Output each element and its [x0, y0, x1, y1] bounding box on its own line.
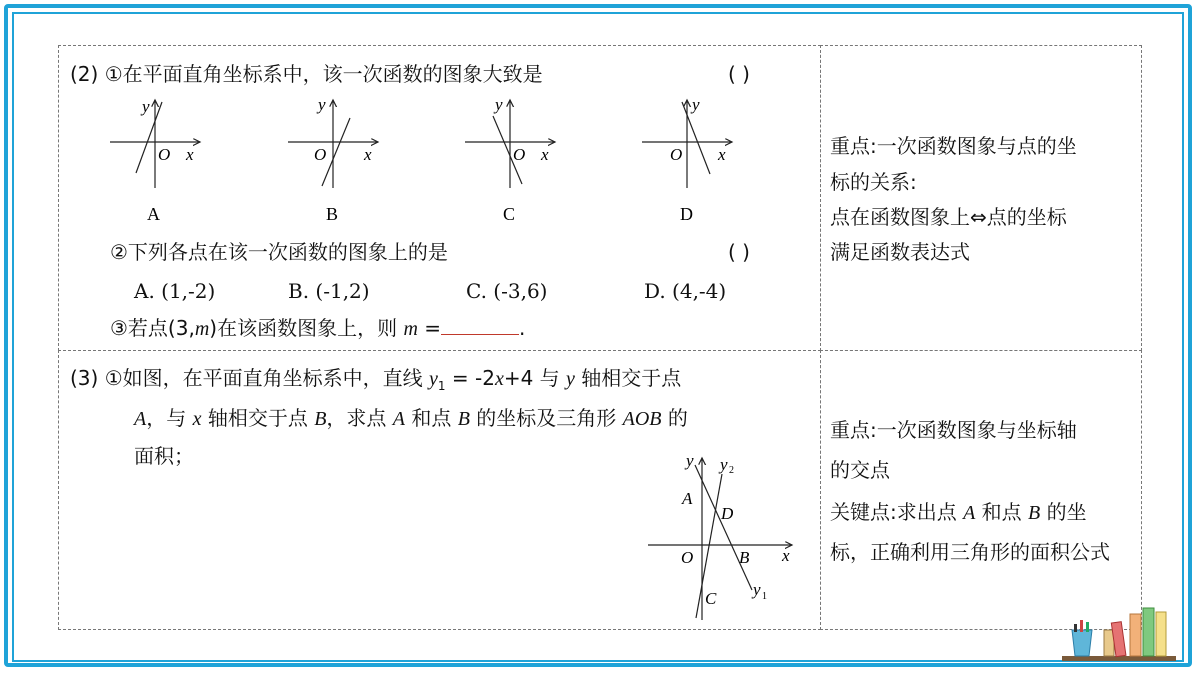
q3-figure [640, 450, 810, 625]
answer-blank-m[interactable] [441, 314, 519, 335]
q3-l2-mid: ，与 [146, 406, 193, 430]
graph-d [642, 95, 732, 224]
note3-line2: 的交点 [830, 458, 890, 482]
graph-b-x-label: x [364, 145, 372, 164]
q2-line3-eq: = [417, 316, 442, 340]
line-y1 [695, 465, 752, 590]
q3-line1 [70, 366, 681, 398]
q3-l1-x: x [494, 368, 504, 390]
fig-b-label: B [739, 548, 750, 567]
fig-y1-label: y [753, 580, 761, 599]
q3-line2 [134, 406, 688, 431]
fig-d-label: D [721, 504, 734, 523]
graph-a-x-label: x [186, 145, 194, 164]
graph-c [465, 95, 555, 224]
q2-line3-m: m [194, 318, 210, 340]
q3-l2-a2: A [392, 408, 405, 430]
note2-line1: 重点:一次函数图象与点的坐 [830, 134, 1077, 158]
note2-line4: 满足函数表达式 [830, 240, 970, 264]
graph-b-origin-label: O [314, 145, 327, 164]
graph-d-origin-label: O [670, 145, 683, 164]
q2-choice-d: D. (4,-4) [644, 279, 727, 303]
cell-note3 [820, 350, 1142, 630]
q3-l2-x: x [192, 408, 202, 430]
q2-choice-c: C. (-3,6) [466, 279, 548, 303]
note3-line1: 重点:一次函数图象与坐标轴 [830, 418, 1077, 442]
q3-l2-end: 的 [661, 406, 688, 430]
graph-c-option-label: C [503, 204, 516, 224]
graph-b-y-label: y [318, 95, 326, 114]
note3-l3-mid: 和点 [975, 500, 1029, 524]
q3-l2-and: 和点 [404, 406, 458, 430]
q3-l1-post: +4 与 [503, 366, 567, 390]
graph-a-y-label: y [142, 97, 150, 116]
books-decoration [1062, 600, 1180, 664]
fig-a-label: A [682, 489, 693, 508]
note3-l3-end: 的坐 [1040, 500, 1087, 524]
q3-l2-mid3: ，求点 [326, 406, 393, 430]
q3-l1-end: 轴相交于点 [574, 366, 682, 390]
fig-y2-label: y [720, 455, 728, 474]
q2-answer-paren2: ( ) [728, 240, 750, 264]
q3-l1-pre: (3) ①如图，在平面直角坐标系中，直线 [70, 366, 429, 390]
q2-answer-paren1: ( ) [728, 62, 750, 86]
q2-line3-pre: ③若点(3, [110, 316, 195, 340]
q3-l2-post: 的坐标及三角形 [469, 406, 623, 430]
note3-line4: 标，正确利用三角形的面积公式 [830, 540, 1110, 564]
fig-y1-sub: 1 [762, 591, 767, 602]
note3-l3-a: A [963, 502, 976, 524]
graph-c-y-label: y [495, 95, 503, 114]
note3-line3 [830, 500, 1087, 525]
q3-l1-eq: = -2 [445, 366, 495, 390]
note3-l3-b: B [1028, 502, 1041, 524]
q2-question-line3 [110, 314, 525, 341]
q3-l2-b2: B [457, 408, 470, 430]
graph-d-x-label: x [718, 145, 726, 164]
graph-a-origin-label: O [158, 145, 171, 164]
graph-d-y-label: y [692, 95, 700, 114]
q3-l2-b: B [314, 408, 327, 430]
graph-c-x-label: x [541, 145, 549, 164]
q3-l2-aob: AOB [622, 408, 662, 430]
q2-choice-b: B. (-1,2) [288, 279, 370, 303]
graph-d-option-label: D [680, 204, 693, 224]
q2-line3-mid: )在该函数图象上，则 [209, 316, 404, 340]
fig-y-label: y [686, 451, 694, 470]
q3-l2-mid2: 轴相交于点 [201, 406, 315, 430]
graph-b [288, 95, 378, 224]
fig-y2-sub: 2 [729, 465, 734, 476]
option-graphs [100, 90, 760, 230]
q3-l1-y2: y [566, 368, 575, 390]
note2-line3: 点在函数图象上⇔点的坐标 [830, 205, 1067, 229]
q2-line3-m2: m [403, 318, 418, 340]
note3-l3-pre: 关键点:求出点 [830, 500, 964, 524]
fig-x-label: x [782, 546, 790, 565]
q2-question-line2: ②下列各点在该一次函数的图象上的是 [110, 240, 448, 264]
q2-choice-a: A. (1,-2) [134, 279, 216, 303]
q2-line3-end: . [519, 316, 526, 340]
note2-line2: 标的关系: [830, 170, 917, 194]
q3-l2-a: A [134, 408, 147, 430]
q2-question-line1: (2) ①在平面直角坐标系中，该一次函数的图象大致是 [70, 62, 543, 86]
cell-note2 [820, 45, 1142, 351]
graph-a-option-label: A [147, 204, 160, 224]
q3-l1-sub: 1 [437, 379, 446, 393]
graph-c-origin-label: O [513, 145, 526, 164]
q3-l1-y: y [428, 368, 438, 390]
fig-c-label: C [705, 589, 717, 608]
fig-o-label: O [681, 548, 694, 567]
q3-line3: 面积； [134, 444, 194, 468]
graph-a [110, 97, 200, 224]
graph-b-option-label: B [326, 204, 339, 224]
